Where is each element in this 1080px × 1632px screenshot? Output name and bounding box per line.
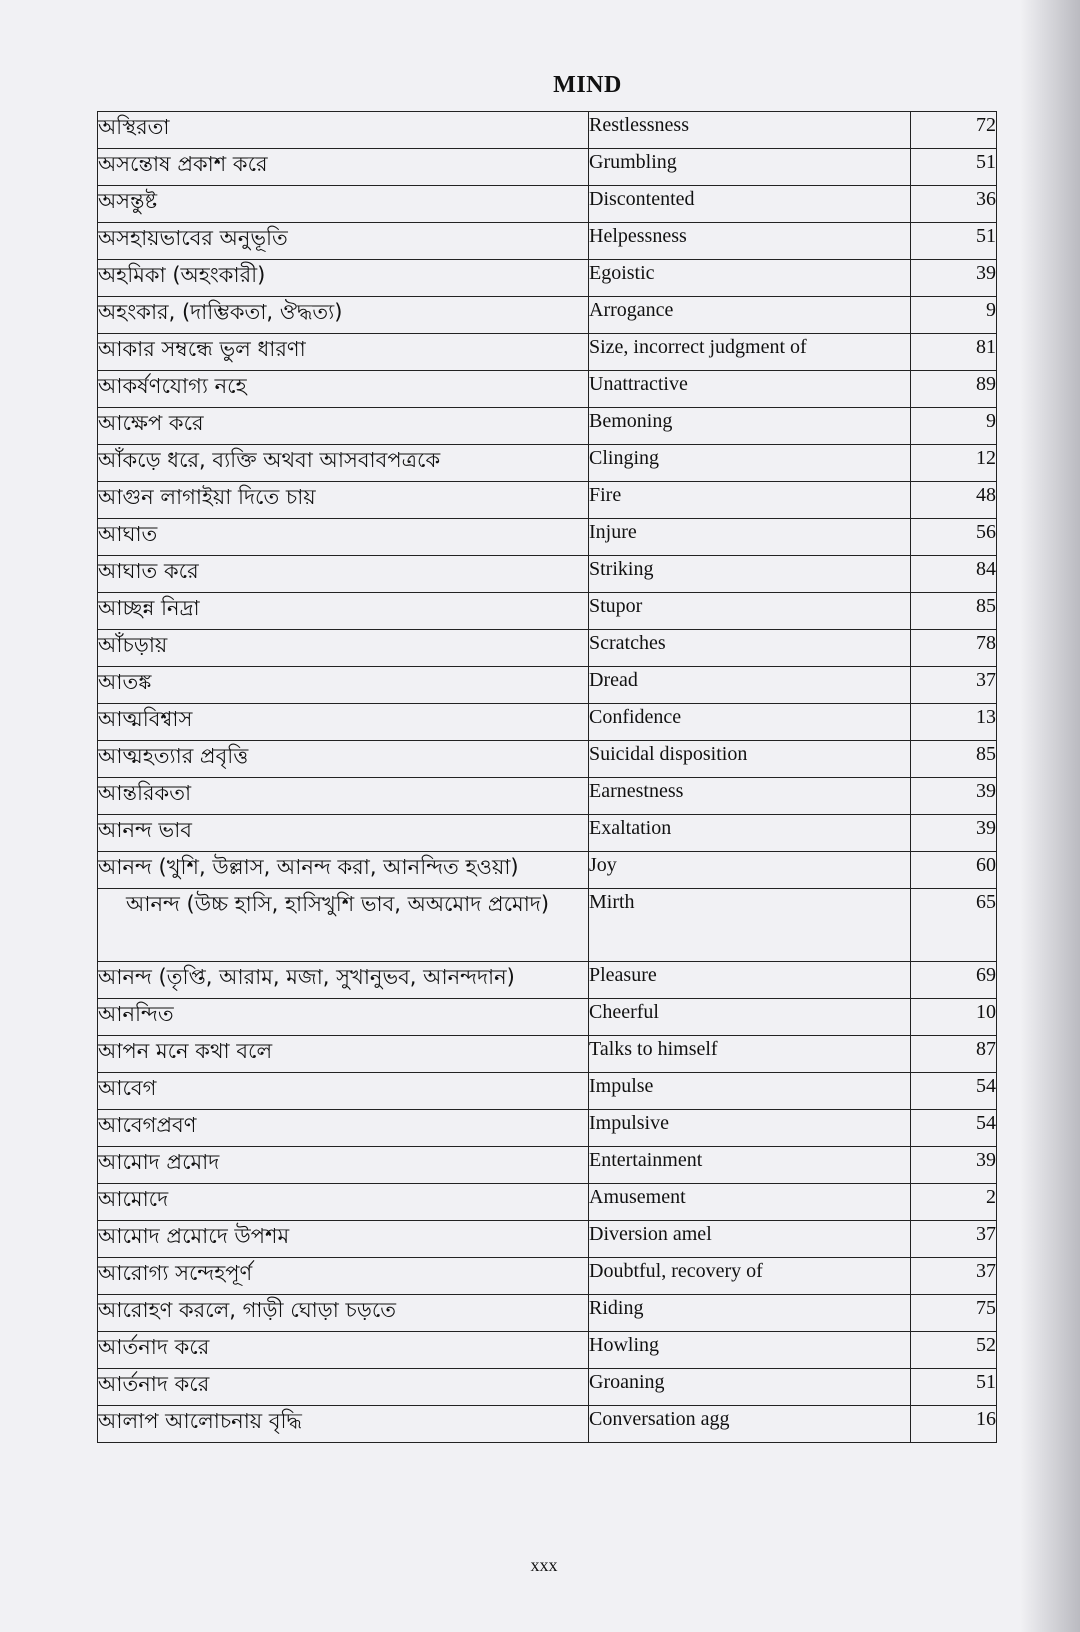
english-term: Impulsive — [589, 1110, 911, 1147]
bengali-term: অহংকার, (দাম্ভিকতা, ঔদ্ধত্য) — [98, 297, 589, 334]
english-term: Riding — [589, 1295, 911, 1332]
page-number: xxx — [530, 1555, 558, 1575]
english-term: Howling — [589, 1332, 911, 1369]
page-reference: 9 — [911, 408, 997, 445]
bengali-term: আতঙ্ক — [98, 667, 589, 704]
bengali-term: আর্তনাদ করে — [98, 1369, 589, 1406]
table-row — [98, 1036, 997, 1073]
page-reference: 69 — [911, 962, 997, 999]
bengali-term: আকর্ষণযোগ্য নহে — [98, 371, 589, 408]
english-term: Doubtful, recovery of — [589, 1258, 911, 1295]
bengali-term: আমোদ প্রমোদ — [98, 1147, 589, 1184]
english-term: Grumbling — [589, 149, 911, 186]
table-row — [98, 1406, 997, 1443]
english-term: Discontented — [589, 186, 911, 223]
bengali-term: আঘাত করে — [98, 556, 589, 593]
bengali-term: অসন্তোষ প্রকাশ করে — [98, 149, 589, 186]
table-row — [98, 260, 997, 297]
english-term: Helpessness — [589, 223, 911, 260]
english-term: Diversion amel — [589, 1221, 911, 1258]
english-term: Talks to himself — [589, 1036, 911, 1073]
page-reference: 54 — [911, 1110, 997, 1147]
english-term: Entertainment — [589, 1147, 911, 1184]
table-row — [98, 334, 997, 371]
page-reference: 85 — [911, 741, 997, 778]
english-term: Bemoning — [589, 408, 911, 445]
table-row — [98, 667, 997, 704]
bengali-term: আমোদ প্রমোদে উপশম — [98, 1221, 589, 1258]
english-term: Dread — [589, 667, 911, 704]
table-row — [98, 1332, 997, 1369]
page-reference: 39 — [911, 815, 997, 852]
english-term: Stupor — [589, 593, 911, 630]
bengali-term: আর্তনাদ করে — [98, 1332, 589, 1369]
page-reference: 54 — [911, 1073, 997, 1110]
table-row — [98, 186, 997, 223]
english-term: Exaltation — [589, 815, 911, 852]
page-reference: 51 — [911, 1369, 997, 1406]
page-reference: 12 — [911, 445, 997, 482]
page-reference: 52 — [911, 1332, 997, 1369]
bengali-term: অসহায়ভাবের অনুভূতি — [98, 223, 589, 260]
table-row — [98, 1073, 997, 1110]
page-reference: 13 — [911, 704, 997, 741]
english-term: Fire — [589, 482, 911, 519]
table-row — [98, 1295, 997, 1332]
page-reference: 84 — [911, 556, 997, 593]
page-reference: 39 — [911, 778, 997, 815]
table-row — [98, 778, 997, 815]
bengali-term: আবেগ — [98, 1073, 589, 1110]
bengali-term: আগুন লাগাইয়া দিতে চায় — [98, 482, 589, 519]
page-reference: 65 — [911, 889, 997, 962]
table-row — [98, 889, 997, 962]
page-reference: 85 — [911, 593, 997, 630]
page-reference: 9 — [911, 297, 997, 334]
english-term: Confidence — [589, 704, 911, 741]
page-reference: 87 — [911, 1036, 997, 1073]
bengali-term: আনন্দ (খুশি, উল্লাস, আনন্দ করা, আনন্দিত হওয়া) — [98, 852, 589, 889]
bengali-term: আনন্দ (তৃপ্তি, আরাম, মজা, সুখানুভব, আনন্দদান) — [98, 962, 589, 999]
english-term: Restlessness — [589, 112, 911, 149]
table-row — [98, 1369, 997, 1406]
table-row — [98, 112, 997, 149]
table-row — [98, 556, 997, 593]
table-row — [98, 1184, 997, 1221]
page-reference: 37 — [911, 1258, 997, 1295]
english-term: Egoistic — [589, 260, 911, 297]
bengali-term: আমোদে — [98, 1184, 589, 1221]
bengali-term: অস্থিরতা — [98, 112, 589, 149]
page-edge-shadow — [1020, 0, 1080, 1632]
english-term: Impulse — [589, 1073, 911, 1110]
page-reference: 78 — [911, 630, 997, 667]
page-reference: 37 — [911, 1221, 997, 1258]
english-term: Striking — [589, 556, 911, 593]
page-reference: 16 — [911, 1406, 997, 1443]
page-reference: 60 — [911, 852, 997, 889]
table-row — [98, 445, 997, 482]
bengali-term: আন্তরিকতা — [98, 778, 589, 815]
table-row — [98, 1221, 997, 1258]
english-term: Mirth — [589, 889, 911, 962]
english-term: Cheerful — [589, 999, 911, 1036]
table-row — [98, 297, 997, 334]
english-term: Joy — [589, 852, 911, 889]
table-row — [98, 1147, 997, 1184]
page-reference: 37 — [911, 667, 997, 704]
bengali-term: আচ্ছন্ন নিদ্রা — [98, 593, 589, 630]
bengali-term: আনন্দ (উচ্চ হাসি, হাসিখুশি ভাব, অঅমোদ প্রমোদ) — [98, 889, 589, 962]
table-row — [98, 1258, 997, 1295]
index-table — [97, 111, 997, 1443]
page-title: MIND — [553, 72, 622, 98]
table-row — [98, 741, 997, 778]
table-row — [98, 149, 997, 186]
bengali-term: আপন মনে কথা বলে — [98, 1036, 589, 1073]
page-reference: 2 — [911, 1184, 997, 1221]
table-row — [98, 999, 997, 1036]
english-term: Size, incorrect judgment of — [589, 334, 911, 371]
bengali-term: আবেগপ্রবণ — [98, 1110, 589, 1147]
english-term: Arrogance — [589, 297, 911, 334]
bengali-term: আঁকড়ে ধরে, ব্যক্তি অথবা আসবাবপত্রকে — [98, 445, 589, 482]
table-row — [98, 962, 997, 999]
page-reference: 51 — [911, 149, 997, 186]
english-term: Clinging — [589, 445, 911, 482]
bengali-term: আনন্দ ভাব — [98, 815, 589, 852]
table-row — [98, 482, 997, 519]
table-row — [98, 519, 997, 556]
bengali-term: আঁচড়ায় — [98, 630, 589, 667]
bengali-term: আত্মহত্যার প্রবৃত্তি — [98, 741, 589, 778]
english-term: Earnestness — [589, 778, 911, 815]
english-term: Groaning — [589, 1369, 911, 1406]
english-term: Suicidal disposition — [589, 741, 911, 778]
english-term: Amusement — [589, 1184, 911, 1221]
english-term: Injure — [589, 519, 911, 556]
bengali-term: আরোহণ করলে, গাড়ী ঘোড়া চড়তে — [98, 1295, 589, 1332]
page-reference: 39 — [911, 1147, 997, 1184]
page-reference: 51 — [911, 223, 997, 260]
english-term: Pleasure — [589, 962, 911, 999]
page-reference: 81 — [911, 334, 997, 371]
page-reference: 39 — [911, 260, 997, 297]
bengali-term: আনন্দিত — [98, 999, 589, 1036]
table-row — [98, 223, 997, 260]
bengali-term: আক্ষেপ করে — [98, 408, 589, 445]
page-reference: 10 — [911, 999, 997, 1036]
bengali-term: আরোগ্য সন্দেহপূর্ণ — [98, 1258, 589, 1295]
table-row — [98, 704, 997, 741]
page-reference: 75 — [911, 1295, 997, 1332]
bengali-term: অসন্তুষ্ট — [98, 186, 589, 223]
page-reference: 56 — [911, 519, 997, 556]
table-row — [98, 593, 997, 630]
table-row — [98, 815, 997, 852]
page-reference: 89 — [911, 371, 997, 408]
page-reference: 72 — [911, 112, 997, 149]
bengali-term: আত্মবিশ্বাস — [98, 704, 589, 741]
table-row — [98, 408, 997, 445]
bengali-term: অহমিকা (অহংকারী) — [98, 260, 589, 297]
page-reference: 48 — [911, 482, 997, 519]
table-row — [98, 630, 997, 667]
bengali-term: আকার সম্বন্ধে ভুল ধারণা — [98, 334, 589, 371]
table-row — [98, 852, 997, 889]
bengali-term: আলাপ আলোচনায় বৃদ্ধি — [98, 1406, 589, 1443]
english-term: Conversation agg — [589, 1406, 911, 1443]
bengali-term: আঘাত — [98, 519, 589, 556]
english-term: Scratches — [589, 630, 911, 667]
table-row — [98, 371, 997, 408]
table-row — [98, 1110, 997, 1147]
page-reference: 36 — [911, 186, 997, 223]
english-term: Unattractive — [589, 371, 911, 408]
